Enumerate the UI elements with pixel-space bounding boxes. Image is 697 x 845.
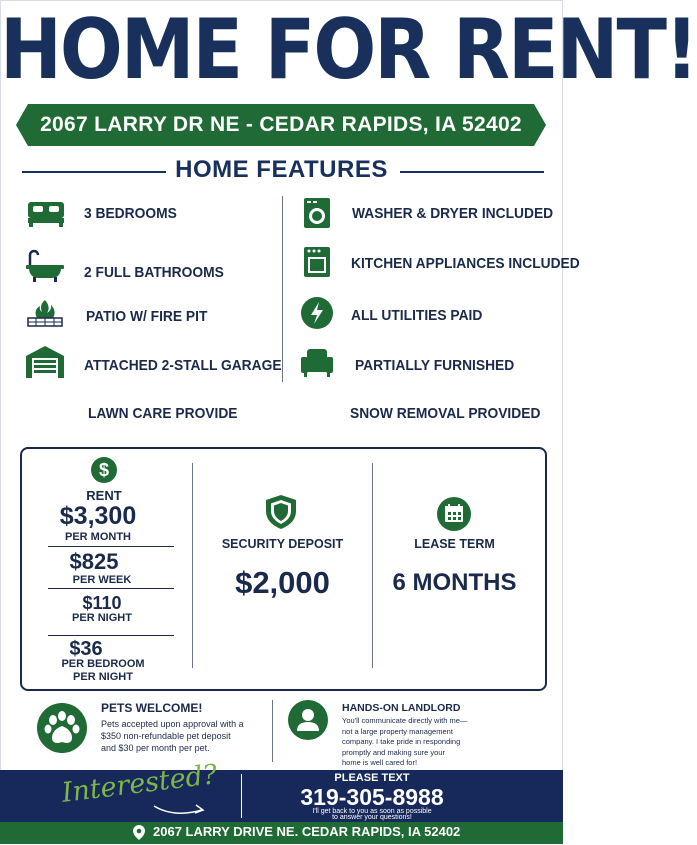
bed-icon — [26, 196, 66, 230]
phone-number[interactable]: 319-305-8988 — [300, 784, 444, 810]
rent-week-amount: $825 — [69, 549, 119, 574]
pets-line: Pets accepted upon approval with a — [101, 719, 244, 729]
pets-line: and $30 per month per pet. — [101, 743, 210, 753]
rent-label: RENT — [86, 488, 122, 503]
feature-snow: SNOW REMOVAL PROVIDED — [350, 405, 541, 422]
rent-bed-unit-1: PER BEDROOM — [61, 658, 145, 670]
feature-garage: ATTACHED 2-STALL GARAGE — [84, 357, 282, 374]
deposit-label: SECURITY DEPOSIT — [221, 537, 344, 551]
address-banner-text: 2067 LARRY DR NE - CEDAR RAPIDS, IA 52402 — [40, 113, 522, 136]
address-banner — [28, 104, 534, 146]
rent-week-unit: PER WEEK — [72, 574, 132, 586]
garage-icon — [25, 345, 65, 379]
person-icon — [287, 699, 329, 746]
lease-value: 6 MONTHS — [392, 569, 517, 596]
features-column-divider — [282, 196, 283, 382]
rent-month-amount: $3,300 — [59, 502, 137, 530]
feature-furnished: PARTIALLY FURNISHED — [355, 357, 515, 374]
interested-text: Interested? — [60, 759, 219, 809]
feature-kitchen: KITCHEN APPLIANCES INCLUDED — [351, 255, 580, 272]
footer-note — [272, 809, 472, 821]
footer-address: 2067 LARRY DRIVE NE. CEDAR RAPIDS, IA 52402 — [153, 824, 461, 839]
pets-line: $350 non-refundable pet deposit — [101, 731, 231, 741]
pets-title: PETS WELCOME! — [101, 701, 203, 715]
footer-note-line: I'll get back to you as soon as possible — [312, 808, 432, 815]
rent-bed-amount: $36 — [69, 638, 103, 660]
pets-text — [101, 718, 244, 754]
bathtub-icon — [25, 250, 65, 284]
poster-title: HOME FOR RENT! — [0, 2, 697, 99]
washer-icon — [297, 196, 337, 230]
pricing-divider-2 — [372, 463, 373, 668]
feature-patio: PATIO W/ FIRE PIT — [86, 308, 208, 325]
rent-bed-unit-2: PER NIGHT — [73, 671, 133, 683]
feature-lawn: LAWN CARE PROVIDE — [88, 405, 238, 422]
rent-divider-3 — [48, 635, 174, 636]
footer-note-line: to answer your questions! — [332, 814, 412, 821]
feature-washer: WASHER & DRYER INCLUDED — [352, 205, 554, 222]
landlord-title: HANDS-ON LANDLORD — [342, 702, 461, 714]
landlord-text — [342, 716, 467, 769]
fire-pit-icon — [25, 296, 65, 330]
dollar-icon — [90, 456, 118, 489]
features-title: HOME FEATURES — [175, 156, 388, 183]
landlord-line: not a large property management — [342, 726, 453, 736]
bottom-divider — [272, 700, 273, 762]
please-text: PLEASE TEXT — [334, 772, 410, 784]
svg-text:$: $ — [98, 460, 110, 480]
feature-utilities: ALL UTILITIES PAID — [351, 307, 483, 324]
rent-month-unit: PER MONTH — [65, 531, 131, 543]
rent-night-unit: PER NIGHT — [72, 612, 132, 624]
lease-label: LEASE TERM — [414, 537, 495, 551]
rent-divider-1 — [48, 546, 174, 547]
features-title-line-right — [400, 171, 544, 173]
footer-divider — [241, 774, 242, 818]
location-pin-icon — [133, 825, 145, 845]
stove-icon — [297, 245, 337, 279]
landlord-line: company. I take pride in responding — [342, 737, 461, 746]
shield-icon — [264, 493, 298, 536]
paw-icon — [36, 702, 88, 759]
rent-divider-2 — [48, 588, 174, 589]
landlord-line: You'll communicate directly with me— — [342, 716, 468, 725]
lightning-icon — [297, 296, 337, 330]
calendar-icon — [436, 496, 472, 537]
landlord-line: promptly and making sure your — [342, 747, 445, 757]
deposit-amount: $2,000 — [235, 565, 330, 600]
feature-bedrooms: 3 BEDROOMS — [84, 205, 177, 222]
feature-bathrooms: 2 FULL BATHROOMS — [84, 264, 224, 281]
landlord-line: home is well cared for! — [342, 758, 418, 767]
rent-night-amount: $110 — [82, 593, 122, 613]
armchair-icon — [297, 345, 337, 379]
